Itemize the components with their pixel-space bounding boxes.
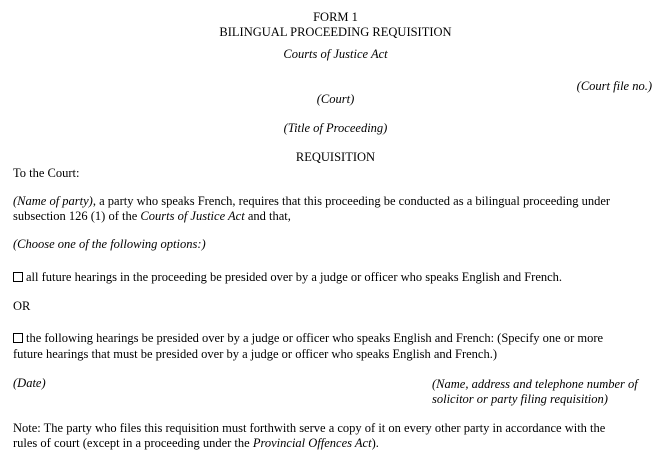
act-name: Courts of Justice Act [283, 47, 388, 61]
option-1[interactable] [13, 270, 562, 285]
note-text-2a: rules of court (except in a proceeding under the [13, 436, 253, 450]
solicitor-field-line2: solicitor or party filing requisition) [432, 392, 608, 406]
option-2-label-line1: the following hearings be presided over by a judge or officer who speaks English and French: (Specify one or more [26, 331, 604, 345]
title-of-proceeding-field: (Title of Proceeding) [283, 121, 388, 135]
form-title: BILINGUAL PROCEEDING REQUISITION [219, 25, 452, 39]
or-separator: OR [13, 299, 31, 313]
form-number: FORM 1 [313, 10, 358, 24]
date-field: (Date) [13, 376, 46, 390]
option-2[interactable] [13, 331, 603, 346]
note-act-name: Provincial Offences Act [252, 436, 372, 450]
body-text-2a: subsection 126 (1) of the [13, 209, 141, 223]
party-name-field: (Name of party) [13, 194, 93, 208]
body-text-1: , a party who speaks French, requires that this proceeding be conducted as a bilingual proceeding under [92, 194, 611, 208]
note-line-1: Note: The party who files this requisition must forthwith serve a copy of it on every other party in accordance with the [13, 421, 606, 435]
option-1-label: all future hearings in the proceeding be presided over by a judge or officer who speaks English and French. [26, 270, 563, 284]
choose-instruction: (Choose one of the following options:) [13, 237, 206, 251]
note-line-2 [13, 436, 379, 451]
solicitor-field-line1: (Name, address and telephone number of [432, 377, 638, 391]
court-field: (Court) [316, 92, 355, 106]
note-text-2b: ). [371, 436, 379, 450]
option-2-label-line2: future hearings that must be presided over by a judge or officer who speaks English and French.) [13, 347, 498, 361]
addressee: To the Court: [13, 166, 80, 180]
body-line-1 [13, 194, 610, 209]
body-text-2b: and that, [244, 209, 291, 223]
option-1-checkbox[interactable] [13, 272, 23, 282]
court-file-no-field: (Court file no.) [576, 79, 652, 93]
body-act-name: Courts of Justice Act [140, 209, 245, 223]
option-2-checkbox[interactable] [13, 333, 23, 343]
body-line-2 [13, 209, 291, 224]
requisition-heading: REQUISITION [295, 150, 376, 164]
